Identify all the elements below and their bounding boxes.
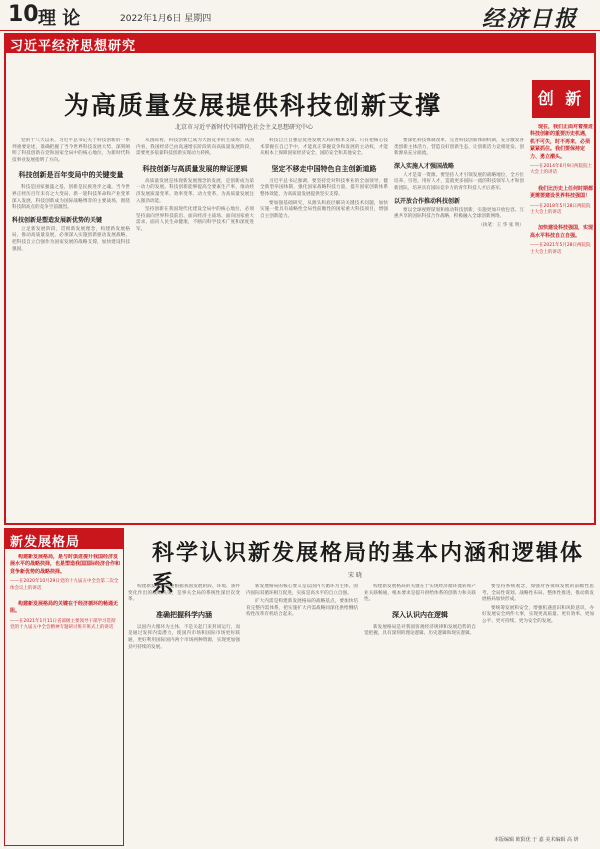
article-column-4: [394, 138, 524, 518]
paragraph: 要统筹发展和安全，增强机遇意识和风险意识，办好发展安全两件大事，实现更高质量、更有效率、更加公平、更可持续、更为安全的发展。: [482, 605, 594, 624]
article-headline: 为高质量发展提供科技创新支撑: [64, 91, 443, 120]
quote-text: 我们比历史上任何时期都更需要建设世界科技强国！: [530, 185, 594, 200]
new-pattern-band: [5, 529, 123, 549]
paragraph: 新发展格局的核心要义是以国内大循环为主体、国内国际双循环相互促进，实质是高水平的自立自强。: [246, 584, 358, 596]
section-title: 理 论: [38, 8, 81, 29]
paragraph: 科技是国家强盛之基，创新是民族进步之魂。当今世界正经历百年未有之大变局，新一轮科技革命和产业变革深入发展，科技创新成为国际战略博弈的主要战场，围绕科技制高点的竞争空前激烈。: [12, 185, 130, 211]
page-header: [0, 0, 600, 31]
paragraph: 要坚持系统观念，加强对各领域发展的前瞻性思考、全局性谋划、战略性布局、整体性推进，推动新发展格局加快形成。: [482, 584, 594, 603]
paragraph: 构建新发展格局是根据我国发展阶段、环境、条件变化作出的战略决策，是事关全局的系统性深层次变革。: [128, 584, 240, 603]
paragraph: 立足新发展阶段，贯彻新发展理念，构建新发展格局，推动高质量发展，必须深入实施创新驱动发展战略，把科技自立自强作为国家发展的战略支撑，加快建设科技强国。: [12, 226, 130, 252]
quote-source: ——在2014年6月9日两院院士大会上的讲话: [530, 164, 593, 176]
paragraph: 高质量发展是体现新发展理念的发展，是创新成为第一动力的发展。科技创新能够提高全要素生产率，推动经济发展质量变革、效率变革、动力变革，为高质量发展注入强劲动能。: [136, 178, 254, 204]
article-column-3: [260, 138, 388, 518]
second-article-column-2: [246, 584, 358, 844]
second-article-column-3: [364, 584, 476, 844]
second-article-column-4: [482, 584, 594, 832]
paragraph: 构建新发展格局的关键在于实现经济循环流转和产业关联畅通，根本要求是提升供给体系的创新力和关联性。: [364, 584, 476, 603]
article-column-1: [12, 138, 130, 518]
innovation-tab-label: 创 新: [537, 89, 585, 108]
subheading: 科技创新是塑造发展新优势的关键: [12, 216, 103, 224]
second-article-column-1: [128, 584, 240, 844]
quote-source: ——在2021年5月28日两院院士大会上的讲话: [530, 243, 591, 255]
article-byline: 北京市习近平新时代中国特色社会主义思想研究中心: [175, 124, 314, 131]
subheading: 深入实施人才强国战略: [394, 162, 455, 170]
issue-date: 2022年1月6日 星期四: [120, 14, 212, 24]
paragraph: 扩大内需是构建新发展格局的战略基点，要加快培育完整内需体系，把实施扩大内需战略同深化供给侧结构性改革有机结合起来。: [246, 599, 358, 618]
paragraph: 从国际看，科技创新已成为大国竞争的主战场；从国内看，我国经济已由高速增长阶段转向高质量发展阶段，需要更多依靠科技创新实现动力转换。: [136, 138, 254, 157]
new-pattern-quotes: [10, 554, 120, 842]
article-credit: （执笔：王 华 张 明）: [478, 222, 524, 228]
article-column-2: [136, 138, 254, 518]
column-band-title: 习近平经济思想研究: [10, 39, 137, 54]
second-article-author: 宋 晓: [348, 572, 362, 579]
quote-sidebar: [530, 124, 594, 514]
paragraph: 以国内大循环为主体，不是关起门来封闭运行，而是通过发挥内需潜力，使国内市场和国际市场更好联通，更好利用国际国内两个市场两种资源，实现更加强劲可持续的发展。: [128, 624, 240, 650]
quote-text: 构建新发展格局，是与时俱进提升我国经济发展水平的战略抉择，也是塑造我国国际经济合作和竞争新优势的战略抉择。: [10, 554, 120, 575]
page-number: 10: [8, 2, 39, 27]
quote-text: 现在，我们正面对着推进科技创新的重要历史机遇，机不可失，时不再来，必须紧紧抓住。我们要保持定力、勇立潮头。: [530, 124, 594, 160]
quote-text: 加快建设科技强国，实现高水平科技自立自强。: [530, 225, 594, 239]
column-band: [4, 33, 596, 53]
paragraph: 习近平总书记强调，要坚持党对科技事业的全面领导，健全新型举国体制，强化国家战略科技力量，提升国家创新体系整体效能，为高质量发展提供坚实支撑。: [260, 178, 388, 197]
innovation-tab: [532, 80, 590, 118]
subheading: 科技创新与高质量发展的辩证逻辑: [142, 163, 248, 173]
new-pattern-band-title: 新发展格局: [10, 535, 81, 550]
quote-source: ——在2021年1月11日省部级主要领导干部学习贯彻党的十九届五中全会精神专题研讨班开班式上的讲话: [10, 618, 116, 631]
new-pattern-sidebar: [4, 528, 124, 846]
page-editor-credit: 本版编辑 欧阳优 于 嘉 美术编辑 高 妍: [494, 837, 579, 843]
subheading: 深入认识内在逻辑: [392, 609, 448, 619]
paragraph: 要加强基础研究，从源头和底层解决关键技术问题，加快实施一批具有战略性全局性前瞻性的国家重大科技项目，增强自主创新能力。: [260, 200, 388, 219]
subheading: 以开放合作推动科技创新: [394, 197, 461, 205]
subheading: 坚定不移走中国特色自主创新道路: [271, 163, 377, 173]
subheading: 准确把握科学内涵: [156, 609, 212, 619]
subheading: 科技创新是百年变局中的关键变量: [18, 170, 124, 180]
paragraph: 新发展格局是对我国客观经济规律和发展趋势的自觉把握，具有深刻的理论逻辑、历史逻辑和现实逻辑。: [364, 624, 476, 637]
quote-source: ——在2018年5月28日两院院士大会上的讲话: [530, 203, 591, 216]
paragraph: 要深化科技体制改革，完善科技创新体制机制，充分激发各类创新主体活力，营造良好创新生态，让创新活力竞相迸发、创新源泉充分涌流。: [394, 138, 524, 157]
paragraph: 要以全球视野谋划和推动科技创新，实施更加开放包容、互惠共享的国际科技合作战略，积极融入全球创新网络。: [394, 207, 524, 220]
paragraph: 科技自立自强是促进发展大局的根本支撑。只有把核心技术掌握在自己手中，才能真正掌握竞争和发展的主动权，才能从根本上保障国家经济安全、国防安全和其他安全。: [260, 138, 388, 157]
masthead-logo: 经济日报: [481, 6, 578, 32]
quote-source: ——在2020年10月29日党的十九届五中全会第二次全体会议上的讲话: [10, 579, 119, 591]
paragraph: 党的十八大以来，习近平总书记关于科技创新的一系列重要论述，准确把握了当今世界科技发展大势，深刻阐明了科技创新在党和国家全局中的核心地位，为新时代科技事业发展指明了方向。: [12, 138, 130, 163]
paragraph: 坚持创新在我国现代化建设全局中的核心地位，必须坚持面向世界科技前沿、面向经济主战场、面向国家重大需求、面向人民生命健康，不断向科学技术广度和深度进军。: [136, 207, 254, 232]
quote-text: 构建新发展格局的关键在于经济循环的畅通无阻。: [10, 601, 119, 615]
paragraph: 人才是第一资源。要坚持人才引领发展的战略地位，全方位培养、引进、用好人才，造就更多国际一流的科技领军人才和创新团队，培养具有国际竞争力的青年科技人才后备军。: [394, 172, 524, 191]
second-article-headline: 科学认识新发展格局的基本内涵和逻辑体系: [152, 540, 585, 597]
